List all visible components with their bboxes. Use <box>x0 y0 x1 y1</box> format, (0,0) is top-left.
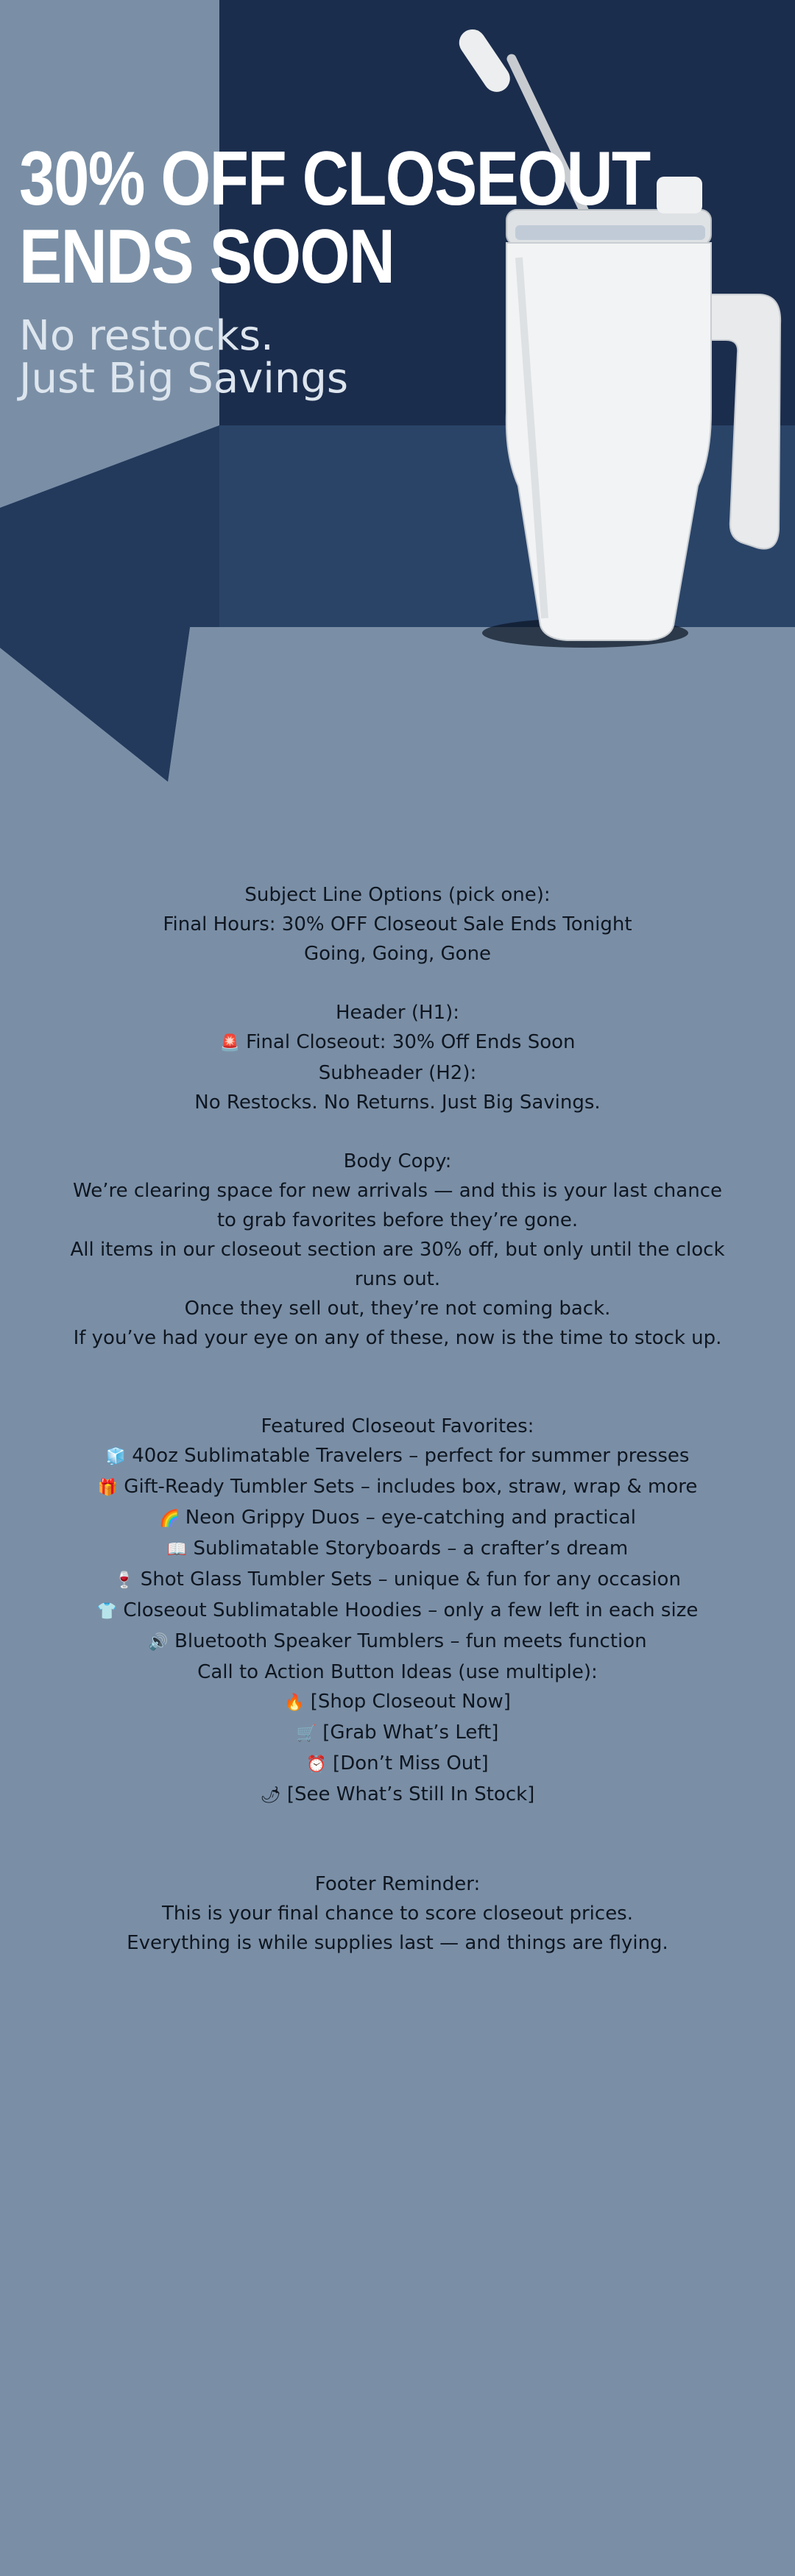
subject-option-2: Going, Going, Gone <box>303 943 492 965</box>
gift-icon: 🎁 <box>97 1479 119 1497</box>
body-paragraph-3: Once they sell out, they’re not coming back. <box>184 1298 611 1320</box>
ice-cube-icon: 🧊 <box>105 1448 126 1466</box>
featured-item <box>0 1503 795 1534</box>
footer-line-1: This is your final chance to score closeout prices. <box>162 1903 633 1925</box>
featured-item-text: Closeout Sublimatable Hoodies – only a few left in each size <box>123 1599 699 1621</box>
shirt-icon: 👕 <box>96 1602 118 1621</box>
featured-item-text: Sublimatable Storyboards – a crafter’s dream <box>193 1538 629 1560</box>
featured-item <box>0 1565 795 1596</box>
featured-item <box>0 1627 795 1657</box>
featured-item <box>0 1534 795 1565</box>
cta-item <box>0 1749 795 1780</box>
subheader-text: No Restocks. No Returns. Just Big Savings. <box>194 1091 601 1114</box>
speaker-icon: 🔊 <box>148 1633 169 1652</box>
header-label: Header (H1): <box>335 1002 460 1024</box>
body-paragraph-1: We’re clearing space for new arrivals — and this is your last chance to grab favorites before they’re gone. <box>73 1180 722 1231</box>
cart-icon: 🛒 <box>296 1724 317 1743</box>
siren-icon: 🚨 <box>219 1034 240 1052</box>
cta-item <box>0 1687 795 1718</box>
featured-item-text: Bluetooth Speaker Tumblers – fun meets function <box>174 1630 647 1652</box>
subhead-line-2: Just Big Savings <box>19 355 349 403</box>
email-copy <box>0 880 795 1958</box>
rainbow-icon: 🌈 <box>159 1510 180 1528</box>
hero-background <box>0 0 795 810</box>
body-paragraph-4: If you’ve had your eye on any of these, now is the time to stock up. <box>73 1327 722 1349</box>
cta-text: [Shop Closeout Now] <box>310 1691 511 1713</box>
cta-item <box>0 1780 795 1811</box>
headline-line-2: ENDS SOON <box>19 214 395 300</box>
body-paragraph-2: All items in our closeout section are 30% off, but only until the clock runs out. <box>70 1239 725 1290</box>
hero-subhead <box>19 312 349 403</box>
featured-heading: Featured Closeout Favorites: <box>261 1415 534 1437</box>
hero-banner <box>0 0 795 810</box>
subject-option-1: Final Hours: 30% OFF Closeout Sale Ends Tonight <box>163 913 632 935</box>
featured-item-text: Gift-Ready Tumbler Sets – includes box, straw, wrap & more <box>124 1476 698 1498</box>
featured-item <box>0 1596 795 1627</box>
cta-text: [Don’t Miss Out] <box>333 1752 489 1774</box>
subhead-line-1: No restocks. <box>19 312 274 360</box>
featured-item <box>0 1441 795 1472</box>
body-label: Body Copy: <box>343 1150 452 1172</box>
cta-text: [Grab What’s Left] <box>322 1722 499 1744</box>
featured-item-text: 40oz Sublimatable Travelers – perfect for summer presses <box>132 1445 690 1467</box>
alarm-clock-icon: ⏰ <box>306 1755 327 1774</box>
wine-glass-icon: 🍷 <box>114 1571 135 1590</box>
featured-item-text: Shot Glass Tumbler Sets – unique & fun for any occasion <box>140 1568 681 1590</box>
fire-icon: 🔥 <box>284 1694 305 1712</box>
cta-text: [See What’s Still In Stock] <box>286 1783 535 1805</box>
chili-pepper-icon: 🌶 <box>260 1786 281 1805</box>
cta-heading: Call to Action Button Ideas (use multiple): <box>197 1661 598 1683</box>
header-text-line <box>0 1027 795 1058</box>
headline-line-1: 30% OFF CLOSEOUT <box>19 136 650 222</box>
footer-label: Footer Reminder: <box>314 1873 481 1895</box>
storybook-icon: 📖 <box>166 1540 188 1559</box>
header-text: Final Closeout: 30% Off Ends Soon <box>246 1031 576 1053</box>
footer-line-2: Everything is while supplies last — and things are flying. <box>127 1932 668 1954</box>
hero-headline <box>19 136 650 300</box>
subheader-label: Subheader (H2): <box>318 1062 477 1084</box>
cta-item <box>0 1718 795 1749</box>
featured-item-text: Neon Grippy Duos – eye-catching and practical <box>185 1507 636 1529</box>
subject-heading: Subject Line Options (pick one): <box>244 884 551 906</box>
featured-item <box>0 1472 795 1503</box>
